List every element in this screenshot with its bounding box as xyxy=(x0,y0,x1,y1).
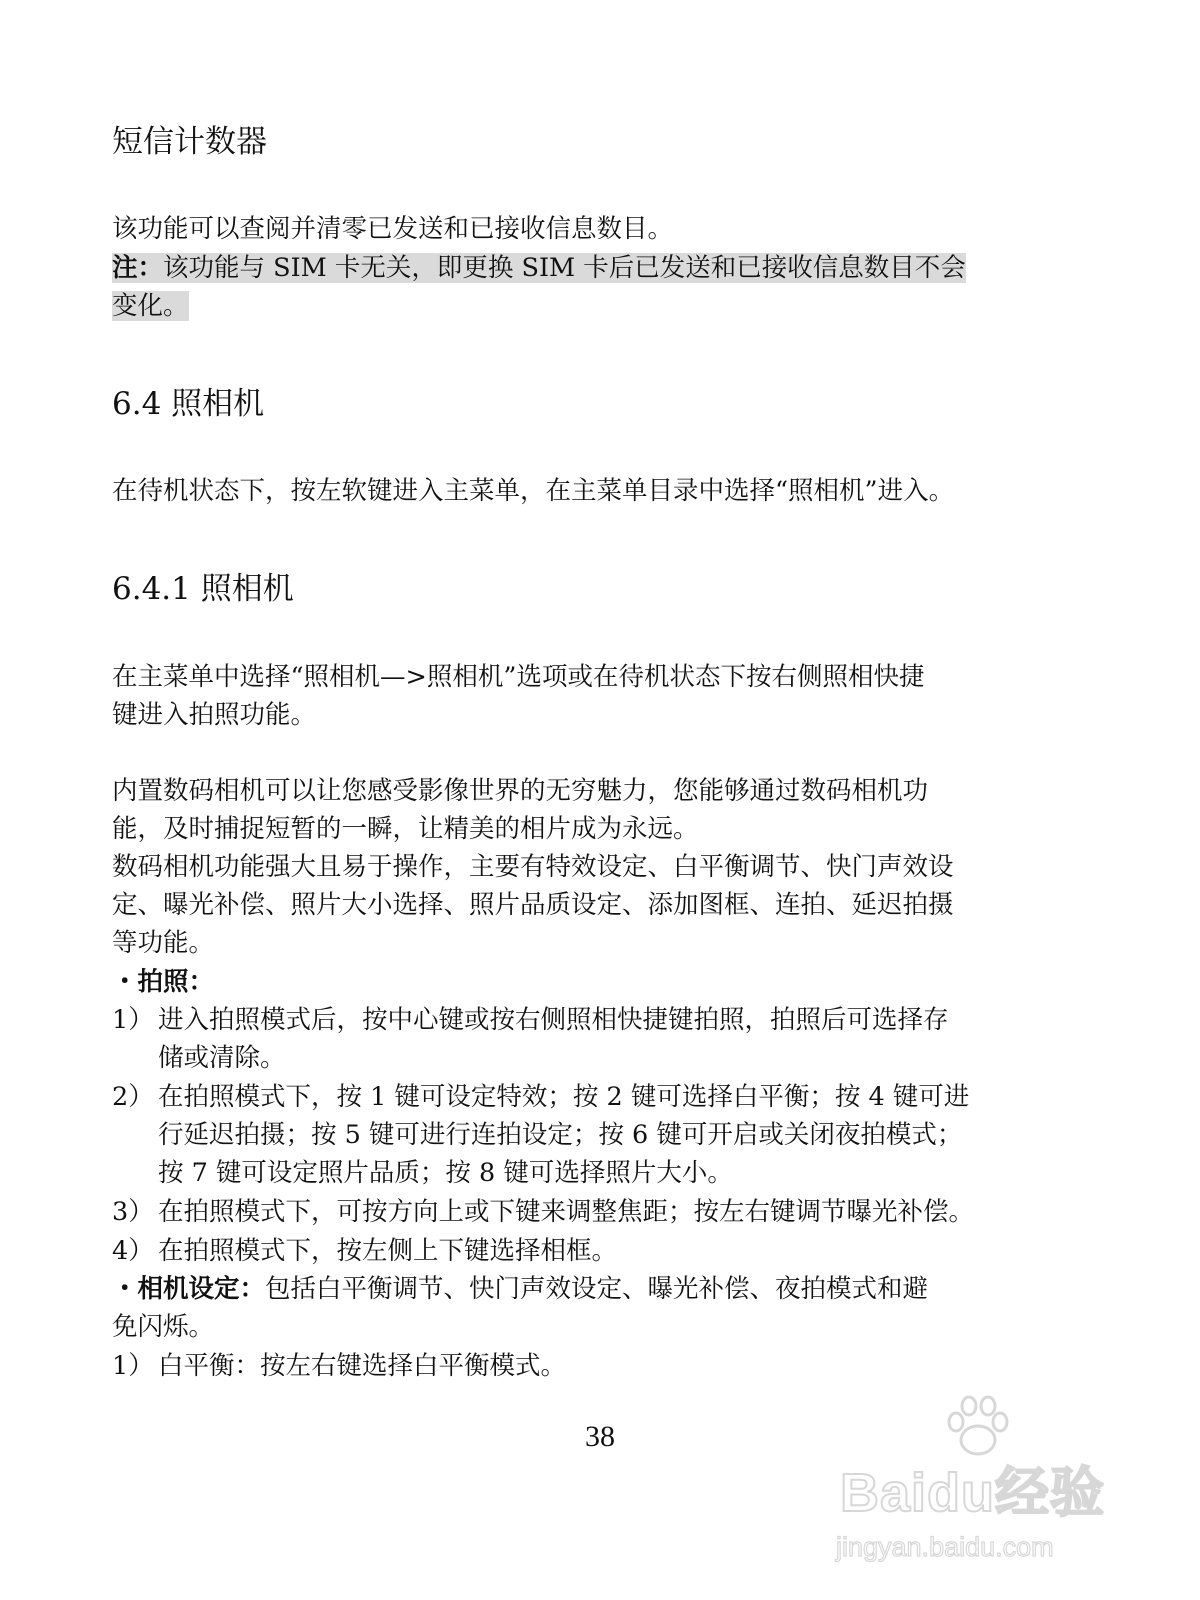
note-text: 该功能与 SIM 卡无关，即更换 SIM 卡后已发送和已接收信息数目不会 xyxy=(163,253,966,283)
subsection-title-camera: 6.4.1 照相机 xyxy=(112,571,294,607)
paragraph: 该功能可以查阅并清零已发送和已接收信息数目。 xyxy=(112,214,674,244)
page-number: 38 xyxy=(585,1420,615,1453)
section-title-camera: 6.4 照相机 xyxy=(112,386,265,422)
list-text: 进入拍照模式后，按中心键或按右侧照相快捷键拍照，拍照后可选择存 xyxy=(158,1005,949,1035)
list-number: 1） xyxy=(112,1005,154,1035)
baidu-watermark xyxy=(830,1392,1130,1582)
note-highlight xyxy=(112,253,966,283)
list-item-continuation: 按 7 键可设定照片品质；按 8 键可选择照片大小。 xyxy=(158,1158,733,1188)
bullet-settings-continuation: 免闪烁。 xyxy=(112,1312,215,1342)
paragraph: 在待机状态下，按左软键进入主菜单，在主菜单目录中选择“照相机”进入。 xyxy=(112,476,955,506)
list-text: 白平衡：按左右键选择白平衡模式。 xyxy=(158,1351,567,1381)
list-item xyxy=(112,1078,1070,1116)
bullet-settings xyxy=(112,1270,1070,1308)
list-item-continuation: 储或清除。 xyxy=(158,1043,286,1073)
list-number: 4） xyxy=(112,1236,154,1266)
bullet-settings-text: 包括白平衡调节、快门声效设定、曝光补偿、夜拍模式和避 xyxy=(265,1274,929,1304)
paragraph-line: 定、曝光补偿、照片大小选择、照片品质设定、添加图框、连拍、延迟拍摄 xyxy=(112,890,954,920)
paragraph-line: 等功能。 xyxy=(112,928,215,958)
note-label: 注： xyxy=(112,253,164,283)
bullet-settings-label: ・相机设定： xyxy=(112,1274,266,1304)
paragraph-line: 内置数码相机可以让您感受影像世界的无穷魅力，您能够通过数码相机功 xyxy=(112,776,929,806)
list-item xyxy=(112,1347,1070,1385)
list-item xyxy=(112,1232,1070,1270)
list-number: 1） xyxy=(112,1351,154,1381)
list-number: 3） xyxy=(112,1197,154,1227)
section-title-sms-counter: 短信计数器 xyxy=(112,124,267,160)
paragraph-line: 在主菜单中选择“照相机—>照相机”选项或在待机状态下按右侧照相快捷 xyxy=(112,662,925,692)
watermark-url: jingyan.baidu.com xyxy=(836,1532,1054,1562)
note-line-1 xyxy=(112,249,1070,287)
note-line-2 xyxy=(112,287,1070,325)
list-item xyxy=(112,1001,1070,1039)
list-text: 在拍照模式下，可按方向上或下键来调整焦距；按左右键调节曝光补偿。 xyxy=(158,1197,975,1227)
list-item-continuation: 行延迟拍摄；按 5 键可进行连拍设定；按 6 键可开启或关闭夜拍模式； xyxy=(158,1120,963,1150)
paragraph-line: 能，及时捕捉短暂的一瞬，让精美的相片成为永远。 xyxy=(112,814,699,844)
list-number: 2） xyxy=(112,1082,154,1112)
paragraph-line: 数码相机功能强大且易于操作，主要有特效设定、白平衡调节、快门声效设 xyxy=(112,852,954,882)
list-text: 在拍照模式下，按 1 键可设定特效；按 2 键可选择白平衡；按 4 键可进 xyxy=(158,1082,970,1112)
bullet-heading-photo: ・拍照： xyxy=(112,967,215,997)
list-text: 在拍照模式下，按左侧上下键选择相框。 xyxy=(158,1236,618,1266)
note-highlight-2: 变化。 xyxy=(112,291,189,321)
list-item xyxy=(112,1193,1070,1231)
watermark-logo: Baidu经验 xyxy=(840,1463,1106,1523)
paragraph-line: 键进入拍照功能。 xyxy=(112,700,317,730)
